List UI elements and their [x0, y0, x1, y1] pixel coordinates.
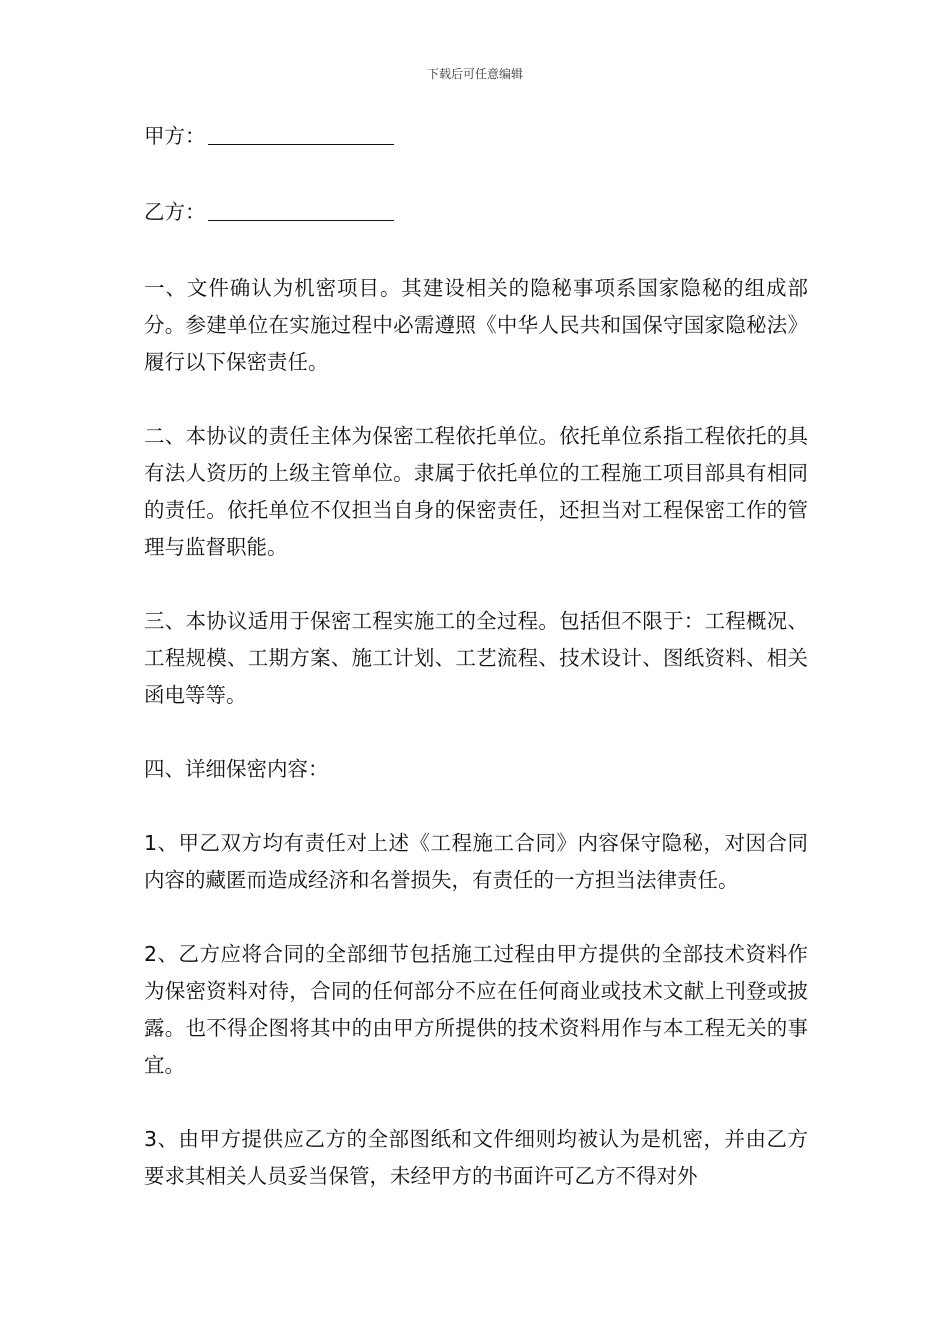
section-3-paragraph: 三、本协议适用于保密工程实施工的全过程。包括但不限于：工程概况、工程规模、工期方案、施工计划、工艺流程、技术设计、图纸资料、相关函电等等。 [144, 609, 808, 707]
section-1-paragraph: 一、文件确认为机密项目。其建设相关的隐秘事项系国家隐秘的组成部分。参建单位在实施过程中必需遵照《中华人民共和国保守国家隐秘法》履行以下保密责任。 [144, 276, 808, 374]
clause-2-paragraph: 2、乙方应将合同的全部细节包括施工过程由甲方提供的全部技术资料作为保密资料对待，合同的任何部分不应在任何商业或技术文献上刊登或披露。也不得企图将其中的由甲方所提供的技术资料用作与本工程无关的事宜。 [144, 942, 808, 1077]
party-a-field [144, 118, 808, 155]
clause-3-paragraph: 3、由甲方提供应乙方的全部图纸和文件细则均被认为是机密，并由乙方要求其相关人员妥当保管，未经甲方的书面许可乙方不得对外 [144, 1127, 808, 1188]
party-b-blank-line [208, 196, 394, 221]
party-a-blank-line [208, 120, 394, 145]
party-a-label: 甲方： [144, 124, 206, 148]
party-b-field [144, 194, 808, 231]
section-2-paragraph: 二、本协议的责任主体为保密工程依托单位。依托单位系指工程依托的具有法人资历的上级主管单位。隶属于依托单位的工程施工项目部具有相同的责任。依托单位不仅担当自身的保密责任，还担当对工程保密工作的管理与监督职能。 [144, 424, 808, 559]
section-4-heading: 四、详细保密内容： [144, 757, 329, 781]
document-body [144, 118, 808, 1232]
page-header: 下载后可任意编辑 [426, 67, 523, 81]
party-b-label: 乙方： [144, 200, 206, 224]
clause-1-paragraph: 1、甲乙双方均有责任对上述《工程施工合同》内容保守隐秘，对因合同内容的藏匿而造成经济和名誉损失，有责任的一方担当法律责任。 [144, 831, 808, 892]
